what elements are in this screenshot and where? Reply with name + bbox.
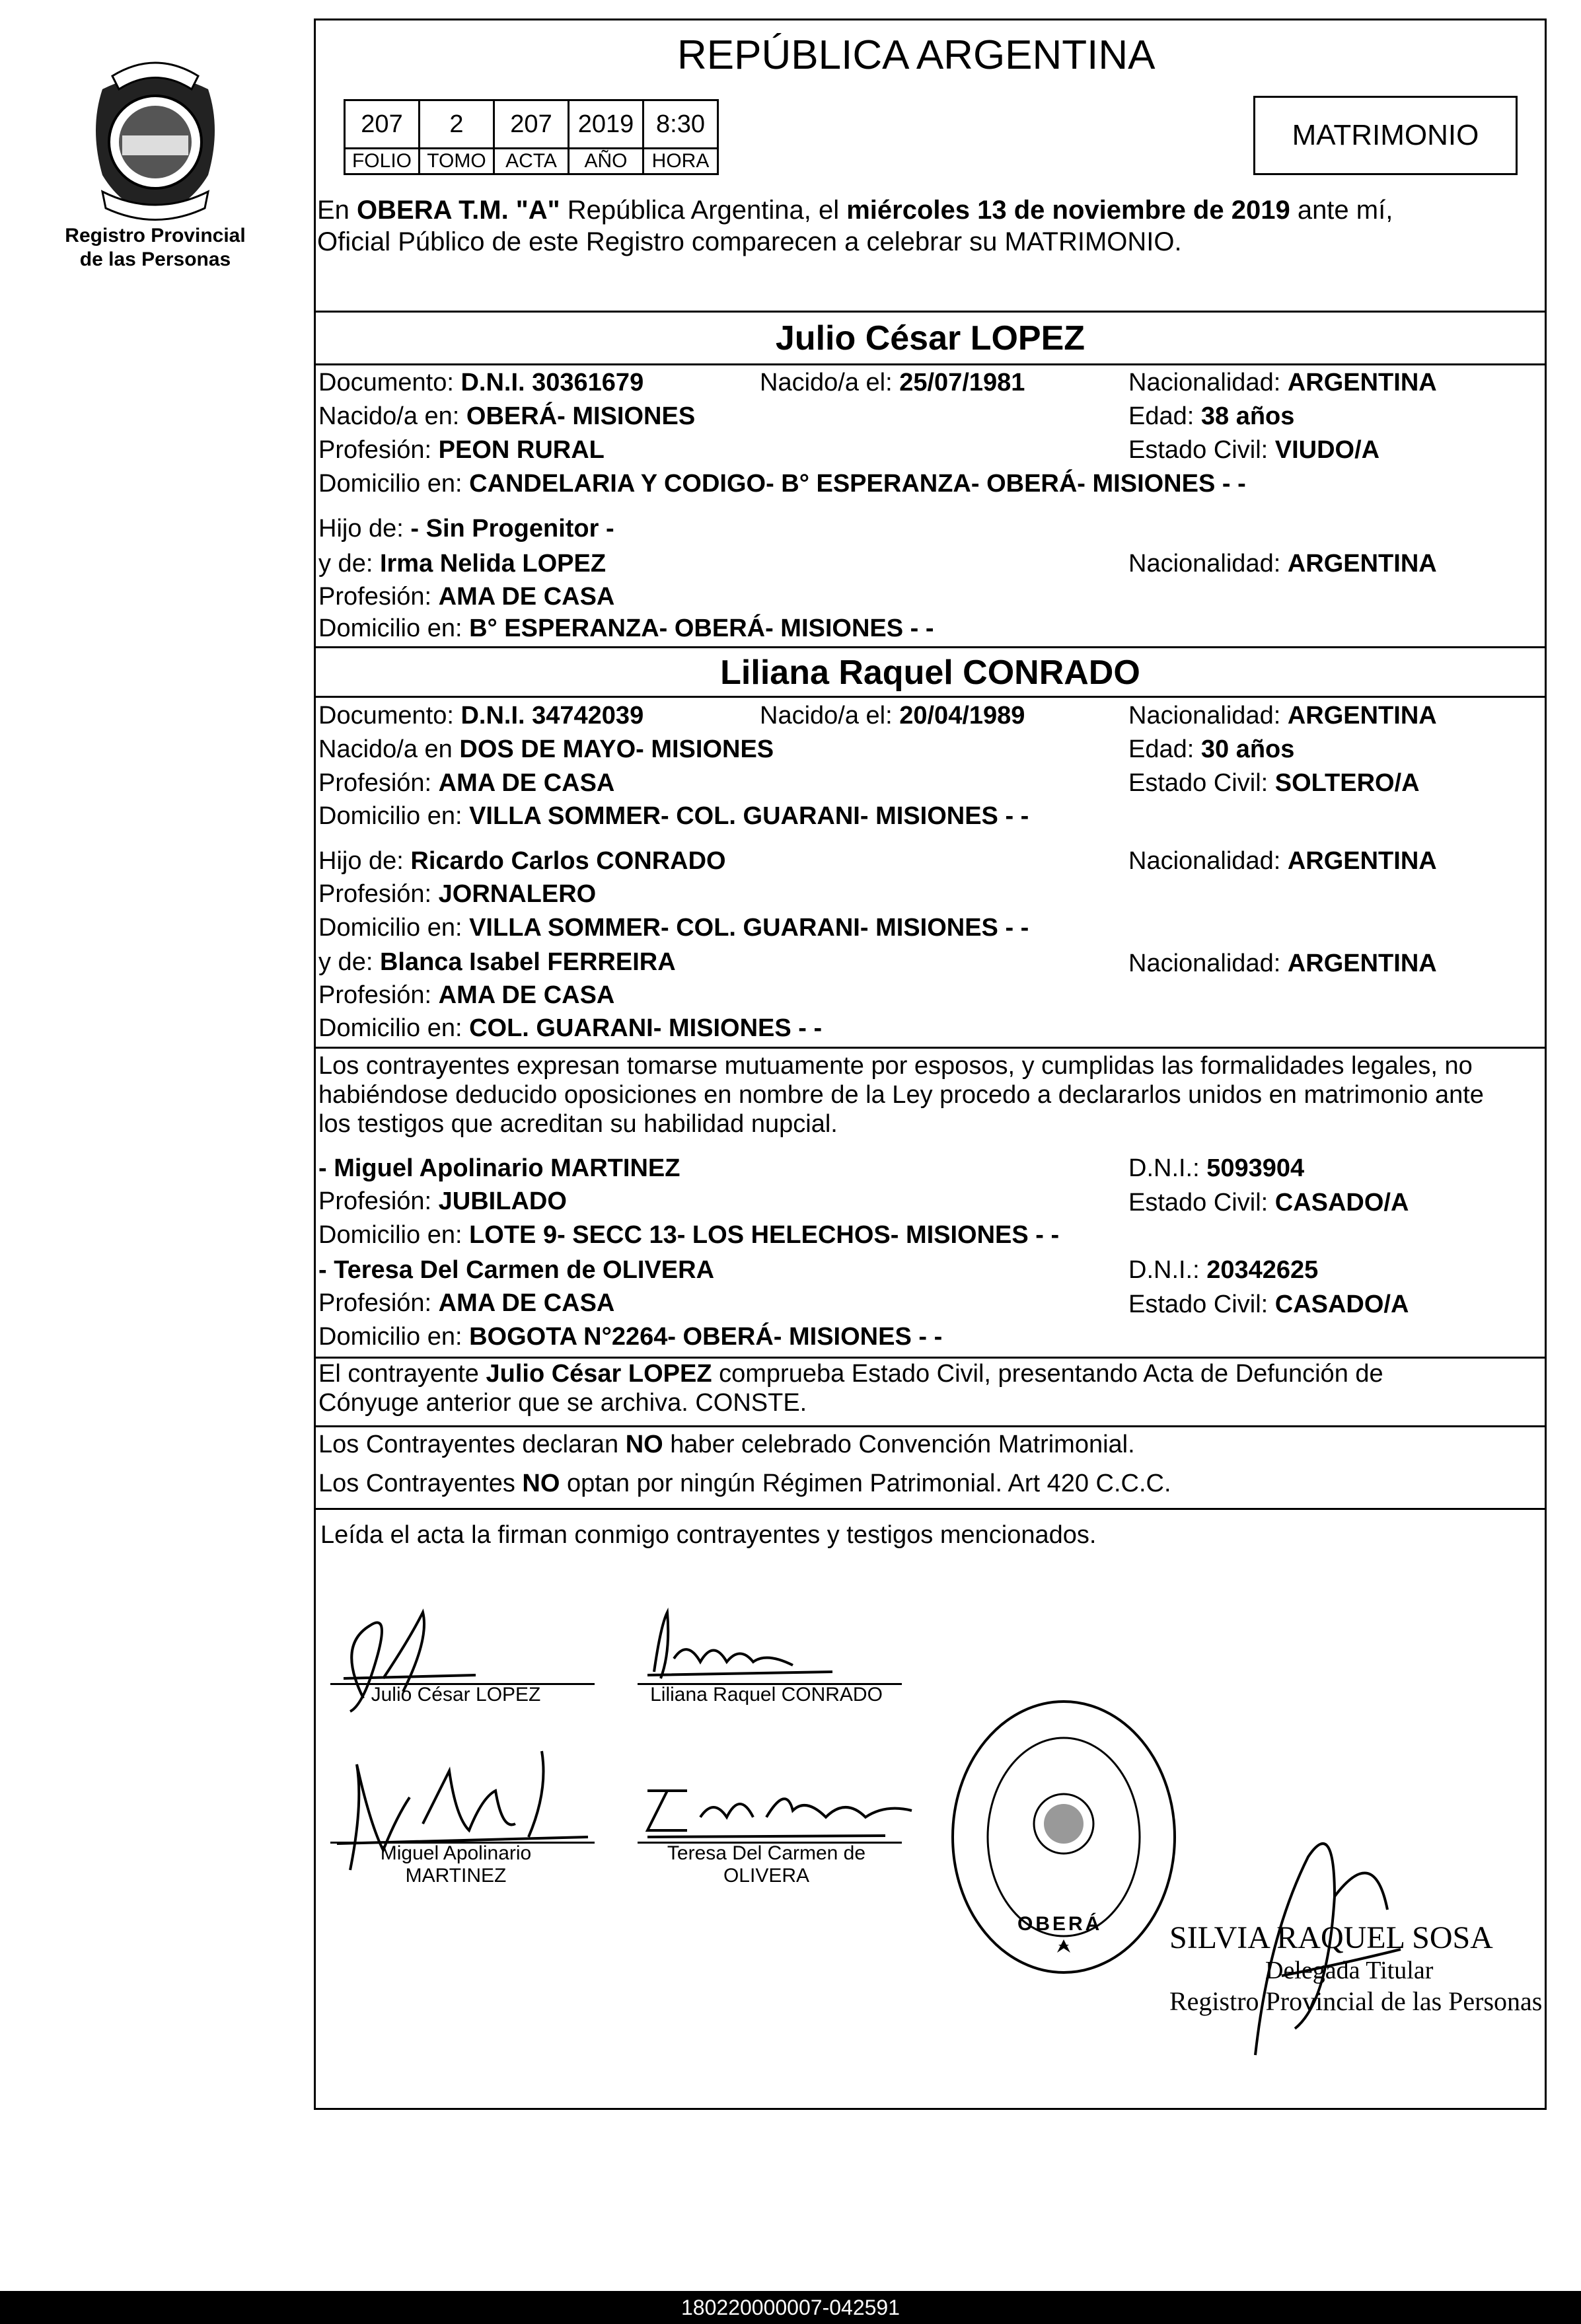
officer-name: SILVIA RAQUEL SOSA (1169, 1920, 1493, 1955)
groom-mother-addr: Domicilio en: B° ESPERANZA- OBERÁ- MISIONES - - (318, 615, 934, 642)
bride-father-job: Profesión: JORNALERO (318, 880, 597, 908)
bride-name: Liliana Raquel CONRADO (720, 654, 1140, 692)
groom-place: Nacido/a en: OBERÁ- MISIONES (318, 402, 696, 430)
bride-mother-addr: Domicilio en: COL. GUARANI- MISIONES - - (318, 1014, 823, 1042)
witness-1-name: - Miguel Apolinario MARTINEZ (318, 1154, 680, 1182)
anio-label: AÑO (569, 149, 643, 174)
intro-line-1: En OBERA T.M. "A" República Argentina, el miércoles 13 de noviembre de 2019 ante mí, (317, 196, 1393, 225)
logo-org-line1: Registro Provincial (65, 225, 246, 246)
anio-value: 2019 (569, 100, 643, 149)
groom-name: Julio César LOPEZ (775, 319, 1085, 357)
act-type-box (1253, 96, 1518, 175)
groom-addr: Domicilio en: CANDELARIA Y CODIGO- B° ESPERANZA- OBERÁ- MISIONES - - (318, 470, 1246, 498)
groom-mother-job: Profesión: AMA DE CASA (318, 583, 615, 611)
tomo-value: 2 (420, 100, 494, 149)
act-type: MATRIMONIO (1292, 119, 1479, 151)
bride-father-nat: Nacionalidad: ARGENTINA (1128, 847, 1437, 875)
groom-mother-nat: Nacionalidad: ARGENTINA (1128, 550, 1437, 578)
convention-line-2: Los Contrayentes NO optan por ningún Régimen Patrimonial. Art 420 C.C.C. (318, 1470, 1171, 1497)
folio-label: FOLIO (345, 149, 420, 174)
groom-nat: Nacionalidad: ARGENTINA (1128, 369, 1437, 396)
bride-mother: y de: Blanca Isabel FERREIRA (318, 948, 676, 976)
bride-job: Profesión: AMA DE CASA (318, 769, 615, 797)
witness-2-dni: D.N.I.: 20342625 (1128, 1256, 1319, 1284)
signature-label-witness-2b: OLIVERA (723, 1865, 810, 1887)
tomo-label: TOMO (420, 149, 494, 174)
witness-1-job: Profesión: JUBILADO (318, 1187, 567, 1215)
witness-1-civil: Estado Civil: CASADO/A (1128, 1189, 1409, 1217)
bride-age: Edad: 30 años (1128, 735, 1295, 763)
footer-code: 180220000007-042591 (681, 2295, 900, 2319)
groom-father: Hijo de: - Sin Progenitor - (318, 515, 614, 543)
signature-label-groom: Julio César LOPEZ (371, 1684, 541, 1706)
hora-value: 8:30 (643, 100, 718, 149)
declaration-line-3: los testigos que acreditan su habilidad nupcial. (318, 1110, 838, 1138)
bride-place: Nacido/a en DOS DE MAYO- MISIONES (318, 735, 774, 763)
declaration-line-2: habiéndose deducido oposiciones en nombre de la Ley procedo a declararlos unidos en matrimonio ante (318, 1081, 1484, 1109)
bride-mother-job: Profesión: AMA DE CASA (318, 981, 615, 1009)
bride-father-addr: Domicilio en: VILLA SOMMER- COL. GUARANI- MISIONES - - (318, 914, 1029, 942)
groom-age: Edad: 38 años (1128, 402, 1295, 430)
witness-1-dni: D.N.I.: 5093904 (1128, 1154, 1305, 1182)
signature-bride (634, 1599, 846, 1692)
footer-bar (0, 2291, 1581, 2324)
registry-fields-table (344, 99, 719, 175)
acta-value: 207 (494, 100, 569, 149)
convention-line-1: Los Contrayentes declaran NO haber celebrado Convención Matrimonial. (318, 1431, 1135, 1458)
officer-title: Delegada Titular (1265, 1957, 1434, 1984)
bride-nat: Nacionalidad: ARGENTINA (1128, 702, 1437, 730)
groom-civil: Estado Civil: VIUDO/A (1128, 436, 1380, 464)
logo-org-line2: de las Personas (79, 248, 231, 270)
officer-org: Registro Provincial de las Personas (1169, 1986, 1543, 2016)
signature-label-bride: Liliana Raquel CONRADO (650, 1684, 883, 1706)
country-title: REPÚBLICA ARGENTINA (677, 32, 1156, 78)
groom-job: Profesión: PEON RURAL (318, 436, 605, 464)
witness-2-job: Profesión: AMA DE CASA (318, 1289, 615, 1317)
witness-2-civil: Estado Civil: CASADO/A (1128, 1291, 1409, 1318)
acta-label: ACTA (494, 149, 569, 174)
intro-line-2: Oficial Público de este Registro comparecen a celebrar su MATRIMONIO. (317, 227, 1182, 256)
bride-civil: Estado Civil: SOLTERO/A (1128, 769, 1420, 797)
declaration-line-1: Los contrayentes expresan tomarse mutuamente por esposos, y cumplidas las formalidades legales, no (318, 1052, 1473, 1080)
official-stamp (945, 1692, 1183, 1982)
hora-label: HORA (643, 149, 718, 174)
bride-doc: Documento: D.N.I. 34742039 (318, 702, 644, 730)
signature-label-witness-2a: Teresa Del Carmen de (667, 1842, 866, 1864)
groom-doc: Documento: D.N.I. 30361679 (318, 369, 644, 396)
bride-addr: Domicilio en: VILLA SOMMER- COL. GUARANI- MISIONES - - (318, 802, 1029, 830)
bride-father: Hijo de: Ricardo Carlos CONRADO (318, 847, 726, 875)
province-logo (76, 50, 235, 228)
groom-born: Nacido/a el: 25/07/1981 (760, 369, 1025, 396)
witness-1-addr: Domicilio en: LOTE 9- SECC 13- LOS HELECHOS- MISIONES - - (318, 1221, 1060, 1249)
closing-text: Leída el acta la firman conmigo contrayentes y testigos mencionados. (320, 1521, 1097, 1549)
bride-mother-nat: Nacionalidad: ARGENTINA (1128, 950, 1437, 977)
stamp-center: OBERÁ (1017, 1913, 1103, 1935)
groom-mother: y de: Irma Nelida LOPEZ (318, 550, 607, 578)
witness-2-addr: Domicilio en: BOGOTA N°2264- OBERÁ- MISIONES - - (318, 1323, 943, 1351)
signature-label-witness-1a: Miguel Apolinario (380, 1842, 532, 1864)
signature-witness-2 (634, 1771, 925, 1844)
bride-born: Nacido/a el: 20/04/1989 (760, 702, 1025, 730)
note-line-2: Cónyuge anterior que se archiva. CONSTE. (318, 1389, 807, 1417)
witness-2-name: - Teresa Del Carmen de OLIVERA (318, 1256, 715, 1284)
signature-label-witness-1b: MARTINEZ (405, 1865, 507, 1887)
note-line-1: El contrayente Julio César LOPEZ comprueba Estado Civil, presentando Acta de Defunción de (318, 1360, 1383, 1388)
folio-value: 207 (345, 100, 420, 149)
